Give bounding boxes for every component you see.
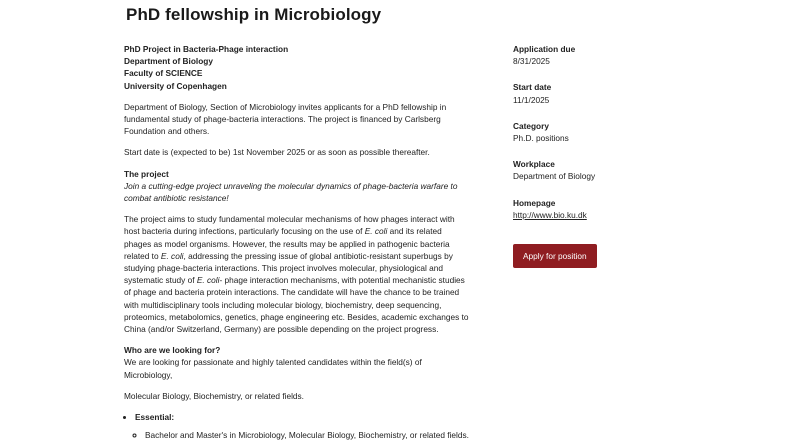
application-due-value: 8/31/2025 [513, 56, 550, 67]
university-name: University of Copenhagen [124, 80, 227, 91]
workplace-value: Department of Biology [513, 171, 596, 182]
looking-fields: Molecular Biology, Biochemistry, or related fields. [124, 390, 304, 401]
project-description [124, 213, 469, 335]
intro-paragraph: Department of Biology, Section of Microbiology invites applicants for a PhD fellowship in fundamental study of phage-bacteria interactions. The project is financed by Carlsberg Foundation and others. [124, 101, 447, 137]
application-due-block [513, 43, 643, 67]
looking-text: We are looking for passionate and highly talented candidates within the field(s) of Microbiology, [124, 357, 422, 380]
start-date-value: 11/1/2025 [513, 94, 550, 105]
project-title: PhD Project in Bacteria-Phage interaction [124, 44, 289, 54]
project-text-2: and its related phages as model organisms. However, the results may be applied in pathogenic bacteria related to [124, 226, 450, 261]
essential-item [135, 411, 469, 441]
faculty-name: Faculty of SCIENCE [124, 68, 203, 79]
project-tagline: Join a cutting-edge project unraveling the molecular dynamics of phage-bacteria warfare to combat antibiotic resistance! [124, 180, 458, 204]
workplace-label: Workplace [513, 159, 555, 170]
category-block [513, 120, 643, 144]
essential-requirement: ◦ Bachelor and Master's in Microbiology, Molecular Biology, Biochemistry, or related fields. [145, 429, 469, 441]
ecoli-term: E. coli [364, 226, 388, 237]
looking-heading: Who are we looking for? [124, 345, 221, 356]
ecoli-term: E. coli [196, 275, 220, 286]
essential-label: Essential: [135, 412, 175, 423]
category-value: Ph.D. positions [513, 133, 569, 144]
project-text-3: , addressing the pressing issue of global antibiotic-resistant superbugs by studying phage-bacteria interactions. This project involves molecular, physiological and systematic study of [124, 250, 453, 286]
project-text-4: - phage interaction mechanisms, with potential mechanistic studies of phage and bacteria protein interactions. The candidate will have the chance to be trained with multidisciplinary tools including molecular biology, biochemistry, deep sequencing, proteomics, metabolomics, genetics, phage engineering etc. Besides, academic exchanges to China (and/or Switzerland, Germany) are possible depending on the project progress. [124, 275, 469, 335]
sidebar [513, 43, 643, 268]
category-label: Category [513, 120, 549, 131]
application-due-label: Application due [513, 44, 576, 54]
page-title: PhD fellowship in Microbiology [126, 5, 382, 24]
start-date-label: Start date [513, 82, 552, 93]
homepage-link[interactable]: http://www.bio.ku.dk [513, 209, 587, 220]
homepage-block [513, 197, 643, 221]
project-heading: The project [124, 168, 169, 179]
essential-sublist [135, 429, 469, 441]
job-description [124, 43, 469, 441]
ecoli-term: E. coli [160, 250, 184, 261]
department-name: Department of Biology [124, 56, 213, 67]
apply-button[interactable]: Apply for position [513, 244, 597, 268]
start-date-paragraph: Start date is (expected to be) 1st November 2025 or as soon as possible thereafter. [124, 147, 430, 158]
project-text-1: The project aims to study fundamental molecular mechanisms of how phages interact with host bacteria during infections, particularly focusing on the use of [124, 214, 455, 237]
requirements-list [124, 411, 469, 441]
start-date-block [513, 81, 643, 105]
workplace-block [513, 158, 643, 182]
homepage-label: Homepage [513, 197, 556, 208]
